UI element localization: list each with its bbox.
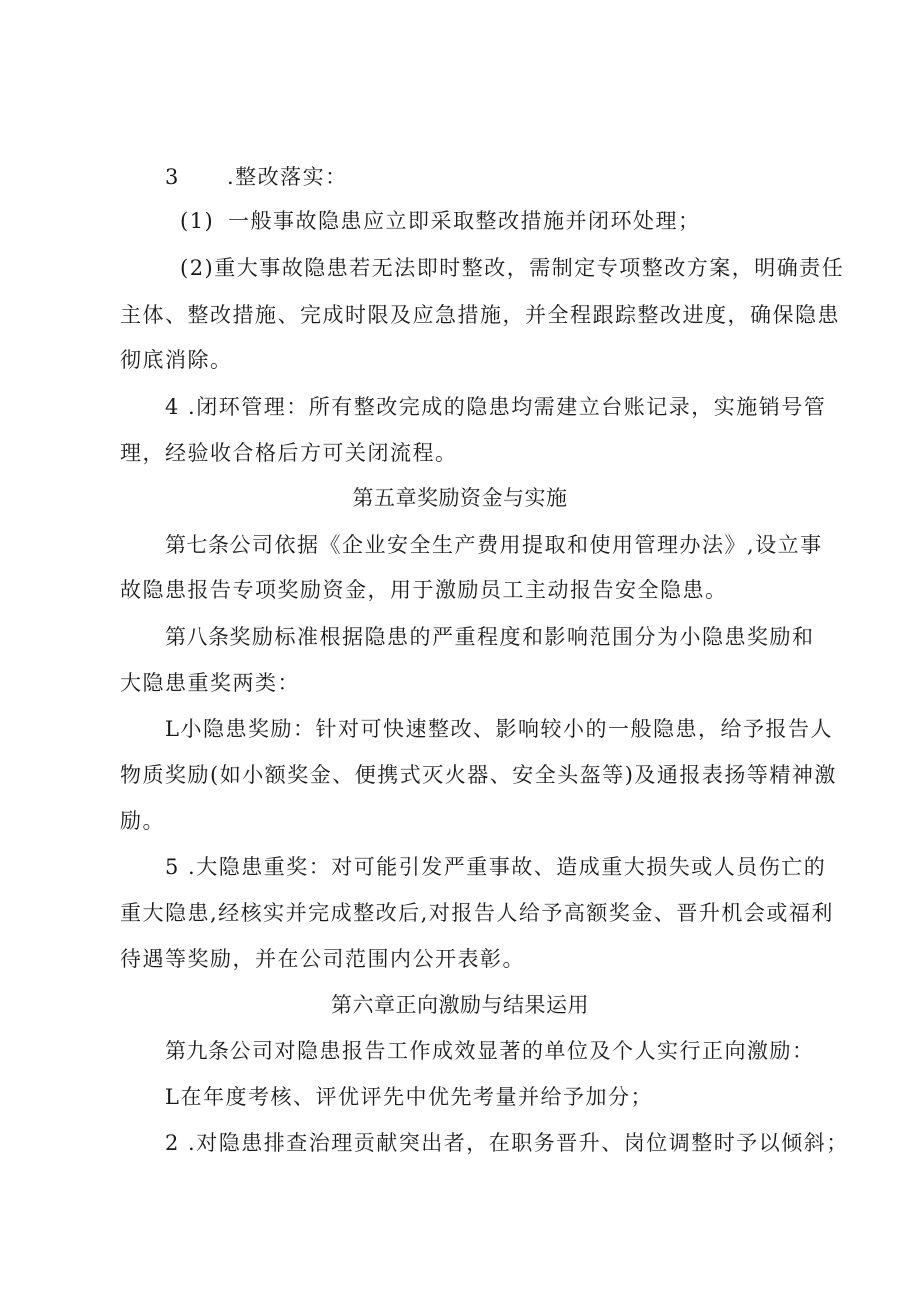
article-9-label: 第九条: [165, 1039, 230, 1063]
article-8-line-1: 第八条奖励标准根据隐患的严重程度和影响范围分为小隐患奖励和: [165, 625, 815, 649]
article-7-label: 第七条: [165, 533, 230, 557]
small-hazard-reward-line-3: 励。: [120, 809, 165, 833]
small-hazard-reward-line-2: 物质奖励(如小额奖金、便携式灭火器、安全头盔等)及通报表扬等精神激: [120, 763, 837, 787]
paragraph-major-hazard-line-1: (2)重大事故隐患若无法即时整改，需制定专项整改方案，明确责任: [180, 256, 845, 280]
paragraph-closed-loop-line-1: 4 .闭环管理：所有整改完成的隐患均需建立台账记录，实施销号管: [165, 395, 827, 419]
article-8-label: 第八条: [165, 625, 230, 649]
paragraph-major-hazard-line-2: 主体、整改措施、完成时限及应急措施，并全程跟踪整改进度，确保隐患: [120, 303, 840, 327]
paragraph-closed-loop-line-2: 理，经验收合格后方可关闭流程。: [120, 441, 458, 465]
chapter-6-heading: 第六章正向激励与结果运用: [331, 993, 589, 1017]
paragraph-general-hazard: (1) 一般事故隐患应立即采取整改措施并闭环处理；: [180, 209, 701, 233]
chapter-5-heading: 第五章奖励资金与实施: [352, 486, 568, 510]
incentive-item-2: 2 .对隐患排查治理贡献突出者，在职务晋升、岗位调整时予以倾斜；: [165, 1131, 849, 1155]
small-hazard-reward-line-1: L小隐患奖励：针对可快速整改、影响较小的一般隐患，给予报告人: [165, 717, 833, 741]
incentive-item-1: L在年度考核、评优评先中优先考量并给予加分；: [165, 1085, 653, 1109]
paragraph-major-hazard-line-3: 彻底消除。: [120, 348, 233, 372]
article-8-line-2: 大隐患重奖两类：: [120, 671, 300, 695]
major-hazard-reward-line-3: 待遇等奖励，并在公司范围内公开表彰。: [120, 947, 525, 971]
paragraph-rectification: 3 .整改落实：: [165, 165, 348, 189]
article-7-line-2: 故隐患报告专项奖励资金，用于激励员工主动报告安全隐患。: [120, 578, 728, 602]
major-hazard-reward-line-2: 重大隐患,经核实并完成整改后,对报告人给予高额奖金、晋升机会或福利: [120, 901, 834, 925]
article-7-line-1: 第七条公司依据《企业安全生产费用提取和使用管理办法》,设立事: [165, 533, 823, 557]
major-hazard-reward-line-1: 5 .大隐患重奖：对可能引发严重事故、造成重大损失或人员伤亡的: [165, 855, 827, 879]
article-9-line: 第九条公司对隐患报告工作成效显著的单位及个人实行正向激励：: [165, 1039, 815, 1063]
